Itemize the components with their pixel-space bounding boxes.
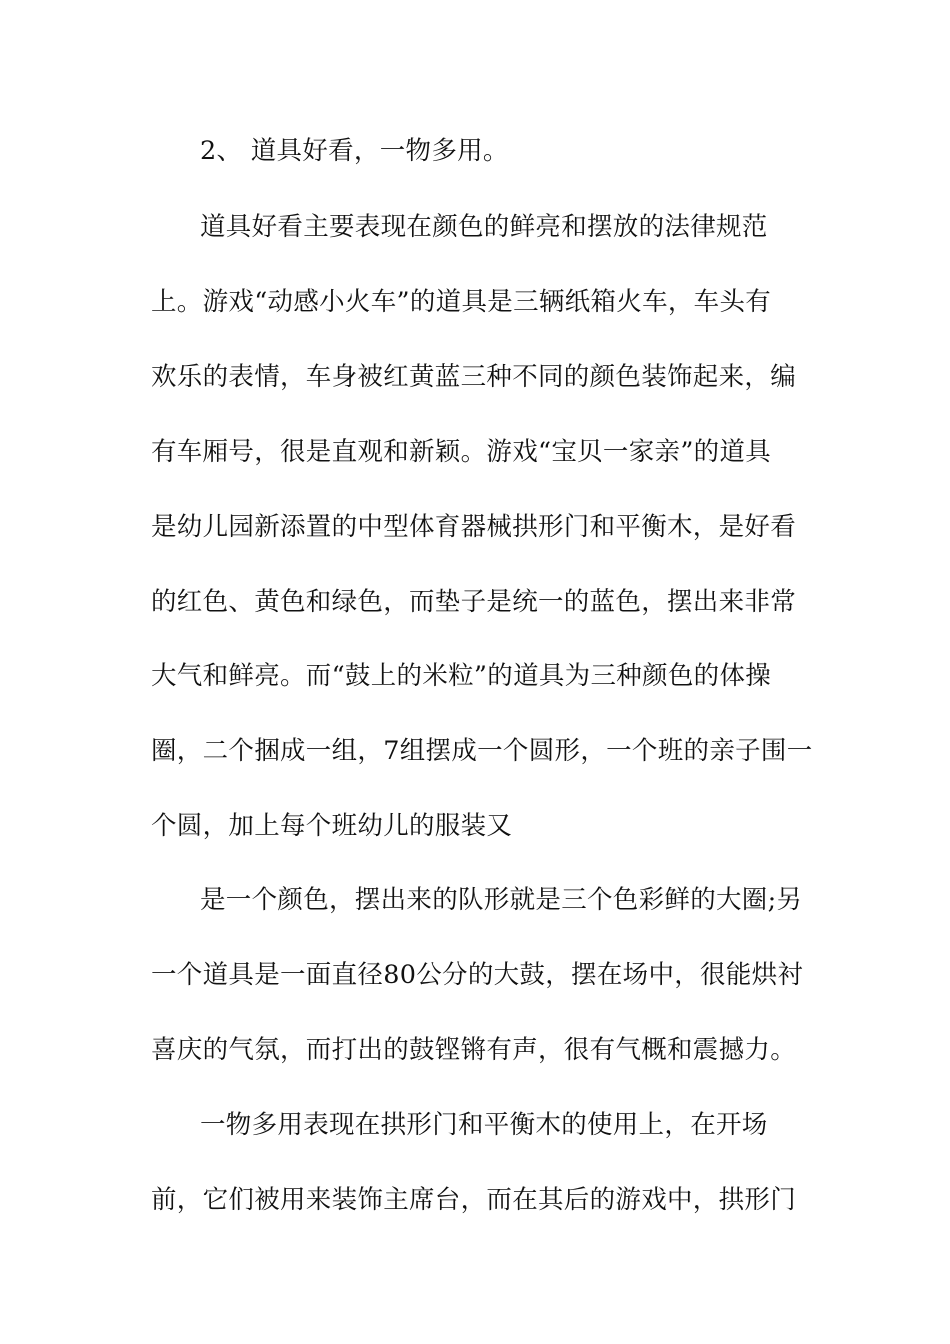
paragraph-line: 欢乐的表情，车身被红黄蓝三种不同的颜色装饰起来，编 <box>151 362 797 392</box>
paragraph-line: 是一个颜色，摆出来的队形就是三个色彩鲜的大圈;另 <box>200 885 803 915</box>
paragraph-line: 个圆，加上每个班幼儿的服装又 <box>151 811 513 841</box>
paragraph-line: 大气和鲜亮。而“鼓上的米粒”的道具为三种颜色的体操 <box>151 661 772 691</box>
section-heading: 2、 道具好看，一物多用。 <box>200 136 509 166</box>
paragraph-line: 一物多用表现在拱形门和平衡木的使用上，在开场 <box>200 1110 768 1140</box>
paragraph-line: 是幼儿园新添置的中型体育器械拱形门和平衡木，是好看 <box>151 512 797 542</box>
paragraph-line: 的红色、黄色和绿色，而垫子是统一的蓝色，摆出来非常 <box>151 587 797 617</box>
paragraph-line: 前，它们被用来装饰主席台，而在其后的游戏中，拱形门 <box>151 1185 797 1215</box>
paragraph-line: 喜庆的气氛，而打出的鼓铿锵有声，很有气概和震撼力。 <box>151 1035 797 1065</box>
paragraph-line: 有车厢号，很是直观和新颖。游戏“宝贝一家亲”的道具 <box>151 437 772 467</box>
paragraph-line: 道具好看主要表现在颜色的鲜亮和摆放的法律规范 <box>200 212 768 242</box>
paragraph-line: 一个道具是一面直径80公分的大鼓，摆在场中，很能烘衬 <box>151 960 804 990</box>
paragraph-line: 上。游戏“动感小火车”的道具是三辆纸箱火车，车头有 <box>151 287 772 317</box>
paragraph-line: 圈，二个捆成一组，7组摆成一个圆形，一个班的亲子围一 <box>151 736 813 766</box>
